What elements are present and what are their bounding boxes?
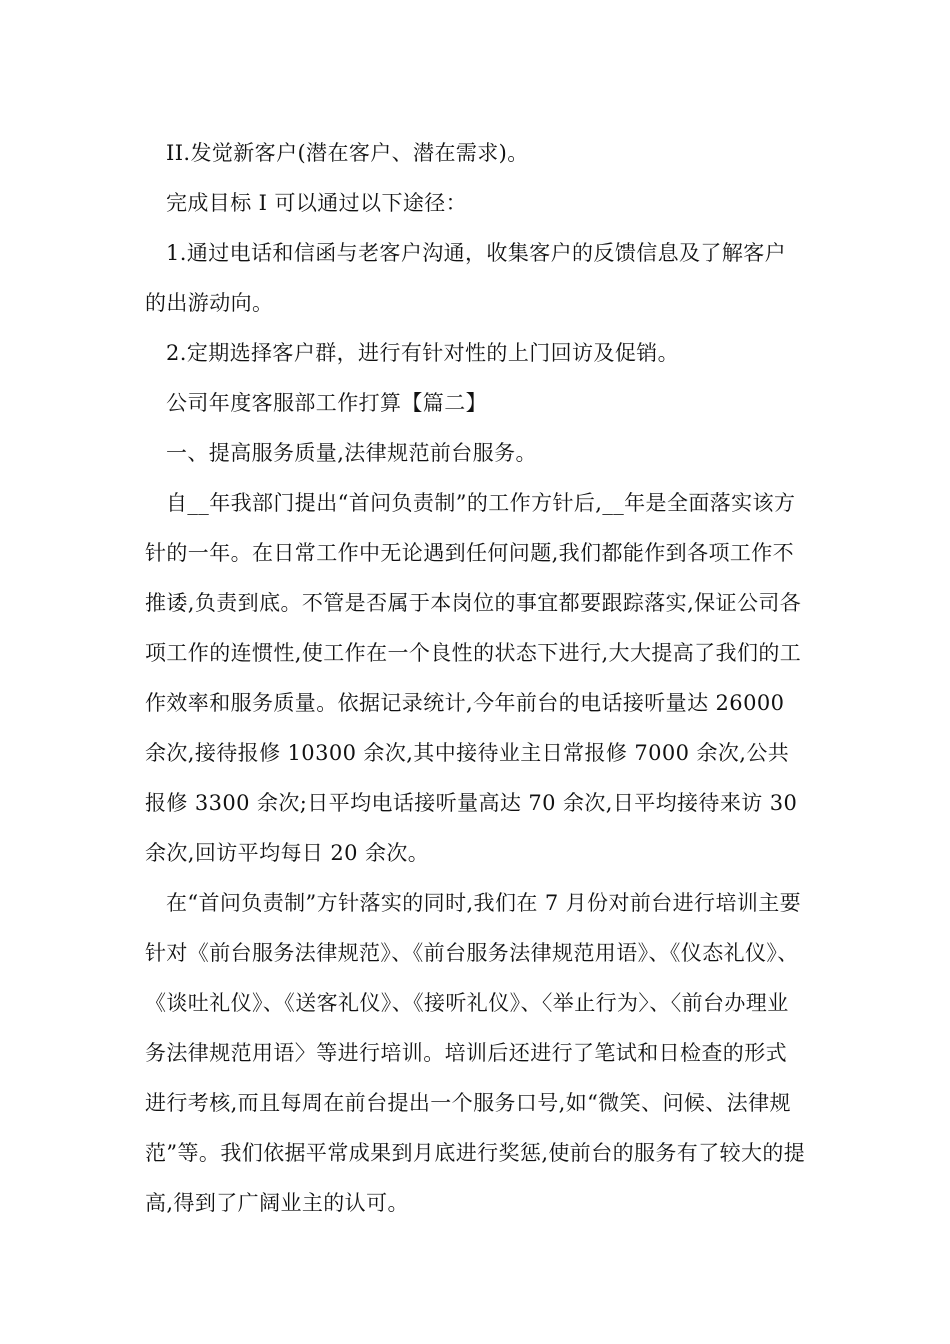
paragraph-training: 在“首问负责制”方针落实的同时,我们在 7 月份对前台进行培训主要针对《前台服务法律规范》、《前台服务法律规范用语》、《仪态礼仪》、《谈吐礼仪》、《送客礼仪》、《接听礼仪》、〈举止行为〉、〈前台办理业务法律规范用语〉等进行培训。培训后还进行了笔试和日检查的形式进行考核,而且每周在前台提出一个服务口号,如“微笑、问候、法律规范”等。我们依据平常成果到月底进行奖惩,使前台的服务有了较大的提高,得到了广阔业主的认可。	[145, 891, 806, 1215]
paragraph-item-1: 1.通过电话和信函与老客户沟通，收集客户的反馈信息及了解客户的出游动向。	[145, 241, 787, 315]
paragraph-new-customers: II.发觉新客户(潜在客户、潜在需求)。	[166, 141, 529, 165]
paragraph-goal-approach: 完成目标 I 可以通过以下途径：	[166, 191, 468, 215]
paragraph-first-responsibility: 自__年我部门提出“首问负责制”的工作方针后,__年是全面落实该方针的一年。在日常工作中无论遇到任何问题,我们都能作到各项工作不推诿,负责到底。不管是否属于本岗位的事宜都要跟踪落实,保证公司各项工作的连惯性,使工作在一个良性的状态下进行,大大提高了我们的工作效率和服务质量。依据记录统计,今年前台的电话接听量达 26000 余次,接待报修 10300 余次,其中接待业主日常报修 7000 余次,公共报修 3300 余次;日平均电话接听量高达 70 余次,日平均接待来访 30 余次,回访平均每日 20 余次。	[145, 491, 802, 865]
subsection-heading: 一、提高服务质量,法律规范前台服务。	[166, 441, 537, 465]
section-heading: 公司年度客服部工作打算【篇二】	[166, 391, 487, 415]
paragraph-item-2: 2.定期选择客户群，进行有针对性的上门回访及促销。	[166, 341, 680, 365]
document-body	[145, 128, 807, 1228]
